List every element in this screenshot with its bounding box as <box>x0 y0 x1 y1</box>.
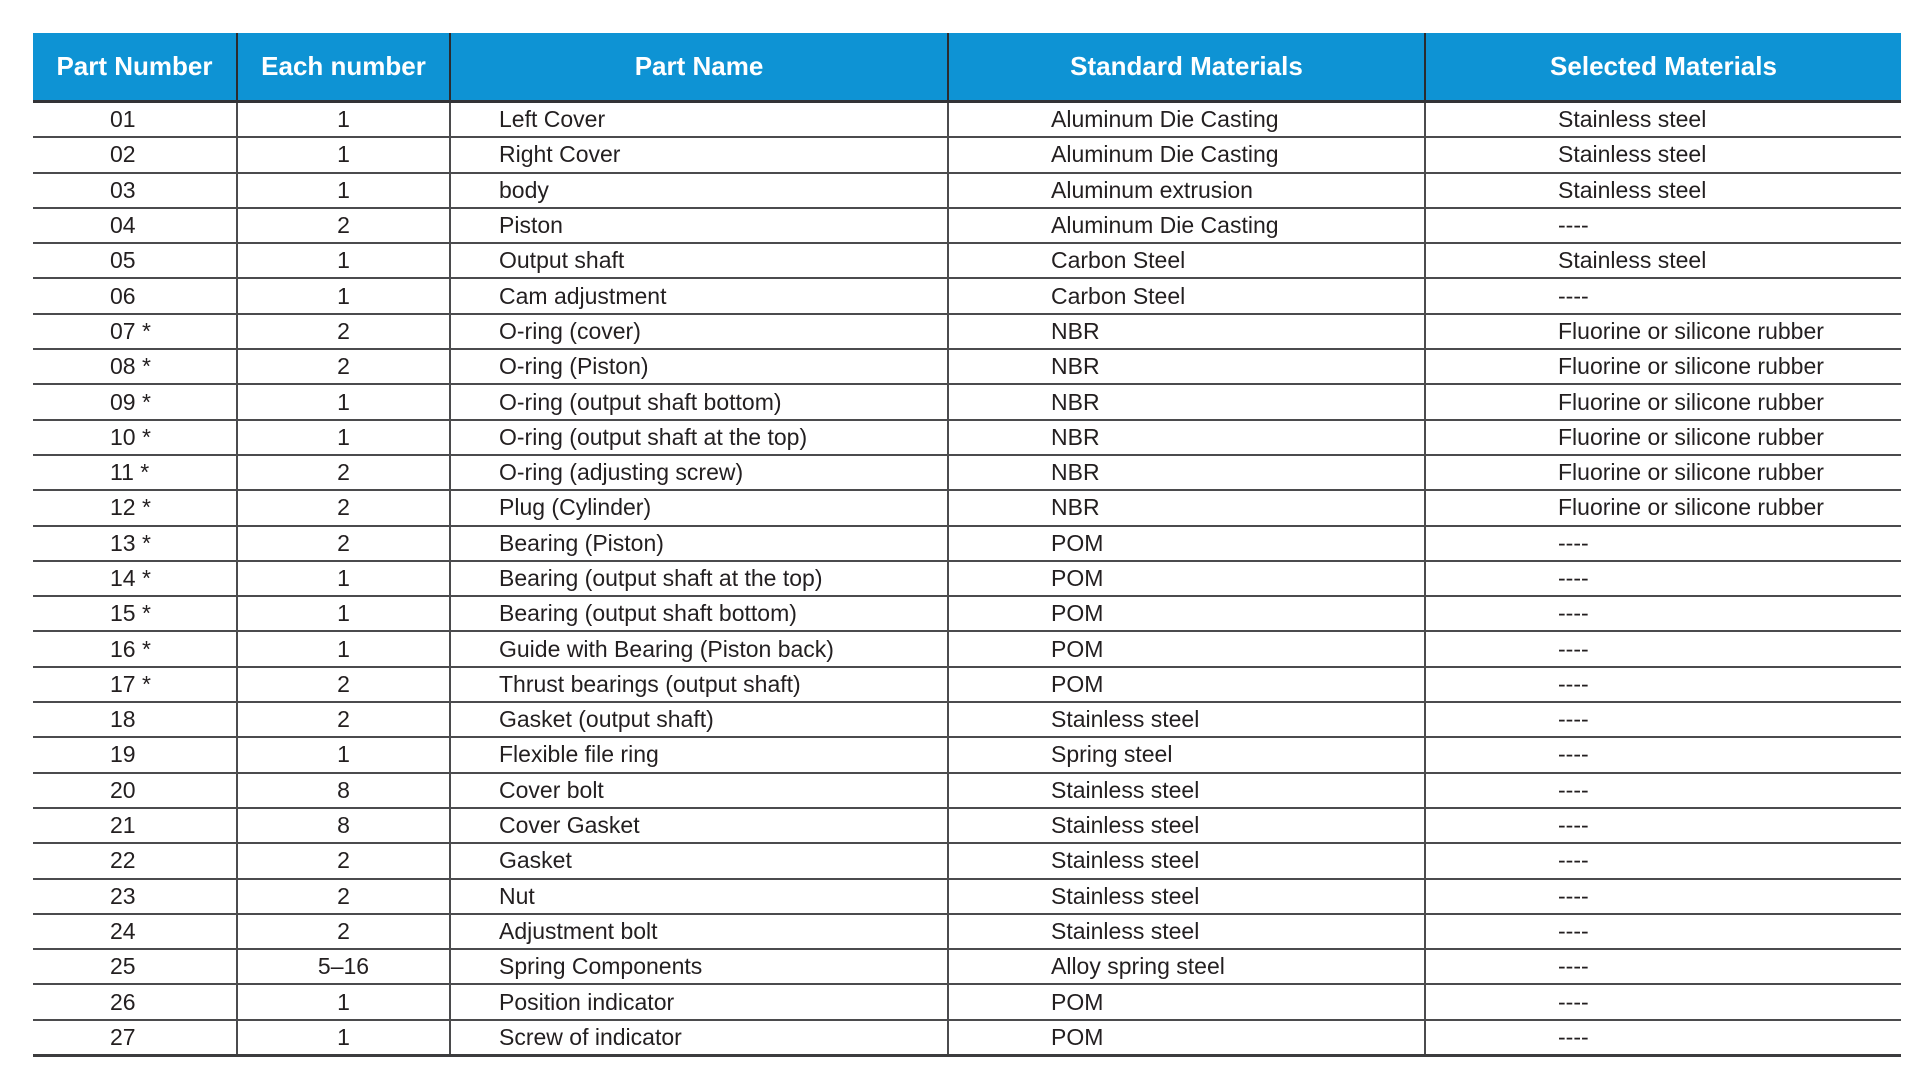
table-row <box>33 349 1901 384</box>
cell-each-number: 2 <box>237 490 450 525</box>
cell-part-name: Nut <box>450 879 948 914</box>
cell-standard-material: Aluminum Die Casting <box>948 102 1425 138</box>
cell-part-name: Flexible file ring <box>450 737 948 772</box>
cell-standard-material: Aluminum Die Casting <box>948 208 1425 243</box>
cell-standard-material: NBR <box>948 384 1425 419</box>
cell-selected-material: ---- <box>1425 949 1901 984</box>
cell-part-number: 07 * <box>33 314 237 349</box>
table-row <box>33 1020 1901 1056</box>
cell-standard-material: Stainless steel <box>948 914 1425 949</box>
cell-standard-material: POM <box>948 984 1425 1019</box>
cell-part-number: 21 <box>33 808 237 843</box>
cell-each-number: 1 <box>237 384 450 419</box>
cell-part-name: Guide with Bearing (Piston back) <box>450 631 948 666</box>
cell-selected-material: ---- <box>1425 526 1901 561</box>
cell-part-number: 10 * <box>33 420 237 455</box>
cell-part-name: Bearing (output shaft bottom) <box>450 596 948 631</box>
cell-each-number: 1 <box>237 173 450 208</box>
cell-each-number: 1 <box>237 243 450 278</box>
cell-standard-material: Stainless steel <box>948 879 1425 914</box>
cell-selected-material: Fluorine or silicone rubber <box>1425 420 1901 455</box>
cell-part-name: O-ring (output shaft at the top) <box>450 420 948 455</box>
cell-each-number: 2 <box>237 349 450 384</box>
table-body <box>33 102 1901 1056</box>
cell-each-number: 1 <box>237 102 450 138</box>
table-row <box>33 596 1901 631</box>
cell-selected-material: ---- <box>1425 702 1901 737</box>
cell-part-number: 20 <box>33 773 237 808</box>
cell-each-number: 8 <box>237 808 450 843</box>
table-row <box>33 420 1901 455</box>
cell-standard-material: Spring steel <box>948 737 1425 772</box>
cell-each-number: 2 <box>237 314 450 349</box>
cell-part-name: O-ring (cover) <box>450 314 948 349</box>
cell-part-number: 02 <box>33 137 237 172</box>
cell-selected-material: Stainless steel <box>1425 173 1901 208</box>
cell-selected-material: Fluorine or silicone rubber <box>1425 349 1901 384</box>
cell-part-name: Output shaft <box>450 243 948 278</box>
cell-part-number: 08 * <box>33 349 237 384</box>
cell-selected-material: ---- <box>1425 278 1901 313</box>
cell-part-name: Adjustment bolt <box>450 914 948 949</box>
cell-each-number: 2 <box>237 455 450 490</box>
table-row <box>33 808 1901 843</box>
cell-each-number: 1 <box>237 631 450 666</box>
cell-part-number: 25 <box>33 949 237 984</box>
cell-part-number: 17 * <box>33 667 237 702</box>
cell-standard-material: Stainless steel <box>948 773 1425 808</box>
cell-selected-material: Fluorine or silicone rubber <box>1425 455 1901 490</box>
cell-selected-material: ---- <box>1425 208 1901 243</box>
cell-part-number: 05 <box>33 243 237 278</box>
cell-standard-material: Aluminum extrusion <box>948 173 1425 208</box>
cell-selected-material: ---- <box>1425 737 1901 772</box>
table-row <box>33 455 1901 490</box>
cell-part-number: 06 <box>33 278 237 313</box>
column-header-part-name: Part Name <box>450 33 948 102</box>
cell-selected-material: ---- <box>1425 773 1901 808</box>
cell-standard-material: NBR <box>948 349 1425 384</box>
parts-materials-table <box>33 33 1901 1057</box>
table-row <box>33 173 1901 208</box>
cell-selected-material: ---- <box>1425 914 1901 949</box>
cell-part-number: 15 * <box>33 596 237 631</box>
table-row <box>33 137 1901 172</box>
cell-part-number: 23 <box>33 879 237 914</box>
table-row <box>33 278 1901 313</box>
table-row <box>33 208 1901 243</box>
cell-part-name: Position indicator <box>450 984 948 1019</box>
cell-part-name: Cam adjustment <box>450 278 948 313</box>
cell-standard-material: Carbon Steel <box>948 243 1425 278</box>
cell-each-number: 2 <box>237 526 450 561</box>
cell-part-number: 14 * <box>33 561 237 596</box>
cell-part-number: 04 <box>33 208 237 243</box>
column-header-selected-materials: Selected Materials <box>1425 33 1901 102</box>
table-row <box>33 702 1901 737</box>
cell-standard-material: Stainless steel <box>948 808 1425 843</box>
cell-each-number: 1 <box>237 137 450 172</box>
cell-standard-material: NBR <box>948 490 1425 525</box>
cell-part-name: Spring Components <box>450 949 948 984</box>
cell-part-number: 12 * <box>33 490 237 525</box>
cell-part-number: 01 <box>33 102 237 138</box>
parts-table-container <box>33 33 1901 1057</box>
table-row <box>33 773 1901 808</box>
cell-part-name: Cover bolt <box>450 773 948 808</box>
cell-standard-material: POM <box>948 1020 1425 1056</box>
cell-standard-material: POM <box>948 596 1425 631</box>
table-row <box>33 243 1901 278</box>
cell-standard-material: Carbon Steel <box>948 278 1425 313</box>
cell-part-name: Bearing (Piston) <box>450 526 948 561</box>
cell-each-number: 2 <box>237 208 450 243</box>
cell-part-number: 16 * <box>33 631 237 666</box>
cell-standard-material: Stainless steel <box>948 843 1425 878</box>
cell-selected-material: ---- <box>1425 631 1901 666</box>
cell-each-number: 1 <box>237 561 450 596</box>
cell-selected-material: ---- <box>1425 984 1901 1019</box>
cell-part-number: 26 <box>33 984 237 1019</box>
column-header-each-number: Each number <box>237 33 450 102</box>
cell-selected-material: Stainless steel <box>1425 243 1901 278</box>
cell-each-number: 2 <box>237 843 450 878</box>
column-header-standard-materials: Standard Materials <box>948 33 1425 102</box>
cell-standard-material: Aluminum Die Casting <box>948 137 1425 172</box>
cell-selected-material: ---- <box>1425 1020 1901 1056</box>
cell-each-number: 2 <box>237 702 450 737</box>
cell-standard-material: POM <box>948 667 1425 702</box>
table-row <box>33 949 1901 984</box>
cell-standard-material: Alloy spring steel <box>948 949 1425 984</box>
cell-each-number: 5–16 <box>237 949 450 984</box>
cell-each-number: 2 <box>237 879 450 914</box>
table-row <box>33 984 1901 1019</box>
cell-standard-material: Stainless steel <box>948 702 1425 737</box>
column-header-part-number: Part Number <box>33 33 237 102</box>
table-row <box>33 102 1901 138</box>
cell-part-number: 11 * <box>33 455 237 490</box>
cell-standard-material: NBR <box>948 420 1425 455</box>
cell-standard-material: POM <box>948 631 1425 666</box>
cell-part-name: O-ring (adjusting screw) <box>450 455 948 490</box>
cell-part-number: 22 <box>33 843 237 878</box>
cell-each-number: 1 <box>237 737 450 772</box>
cell-selected-material: ---- <box>1425 596 1901 631</box>
cell-each-number: 1 <box>237 596 450 631</box>
cell-part-name: Thrust bearings (output shaft) <box>450 667 948 702</box>
table-row <box>33 667 1901 702</box>
cell-selected-material: Fluorine or silicone rubber <box>1425 314 1901 349</box>
cell-part-name: Cover Gasket <box>450 808 948 843</box>
cell-part-name: Screw of indicator <box>450 1020 948 1056</box>
cell-each-number: 2 <box>237 667 450 702</box>
table-row <box>33 526 1901 561</box>
cell-selected-material: ---- <box>1425 808 1901 843</box>
cell-each-number: 1 <box>237 1020 450 1056</box>
cell-selected-material: Stainless steel <box>1425 137 1901 172</box>
cell-part-number: 03 <box>33 173 237 208</box>
cell-part-number: 27 <box>33 1020 237 1056</box>
table-row <box>33 914 1901 949</box>
cell-part-name: O-ring (Piston) <box>450 349 948 384</box>
table-row <box>33 631 1901 666</box>
table-row <box>33 314 1901 349</box>
table-row <box>33 384 1901 419</box>
cell-part-number: 09 * <box>33 384 237 419</box>
table-row <box>33 561 1901 596</box>
cell-each-number: 2 <box>237 914 450 949</box>
cell-part-name: body <box>450 173 948 208</box>
cell-selected-material: ---- <box>1425 879 1901 914</box>
cell-selected-material: ---- <box>1425 843 1901 878</box>
cell-part-name: Gasket <box>450 843 948 878</box>
cell-selected-material: Fluorine or silicone rubber <box>1425 490 1901 525</box>
cell-part-name: Right Cover <box>450 137 948 172</box>
table-header <box>33 33 1901 102</box>
table-row <box>33 879 1901 914</box>
cell-part-name: O-ring (output shaft bottom) <box>450 384 948 419</box>
cell-selected-material: Stainless steel <box>1425 102 1901 138</box>
table-row <box>33 737 1901 772</box>
header-row <box>33 33 1901 102</box>
cell-part-name: Plug (Cylinder) <box>450 490 948 525</box>
table-row <box>33 843 1901 878</box>
cell-selected-material: Fluorine or silicone rubber <box>1425 384 1901 419</box>
cell-part-name: Bearing (output shaft at the top) <box>450 561 948 596</box>
cell-part-name: Left Cover <box>450 102 948 138</box>
cell-selected-material: ---- <box>1425 667 1901 702</box>
cell-part-number: 24 <box>33 914 237 949</box>
cell-standard-material: NBR <box>948 455 1425 490</box>
cell-part-number: 19 <box>33 737 237 772</box>
cell-each-number: 8 <box>237 773 450 808</box>
cell-standard-material: POM <box>948 526 1425 561</box>
cell-each-number: 1 <box>237 278 450 313</box>
table-row <box>33 490 1901 525</box>
cell-selected-material: ---- <box>1425 561 1901 596</box>
cell-part-name: Piston <box>450 208 948 243</box>
cell-each-number: 1 <box>237 420 450 455</box>
cell-standard-material: POM <box>948 561 1425 596</box>
cell-each-number: 1 <box>237 984 450 1019</box>
cell-part-name: Gasket (output shaft) <box>450 702 948 737</box>
cell-standard-material: NBR <box>948 314 1425 349</box>
cell-part-number: 13 * <box>33 526 237 561</box>
cell-part-number: 18 <box>33 702 237 737</box>
